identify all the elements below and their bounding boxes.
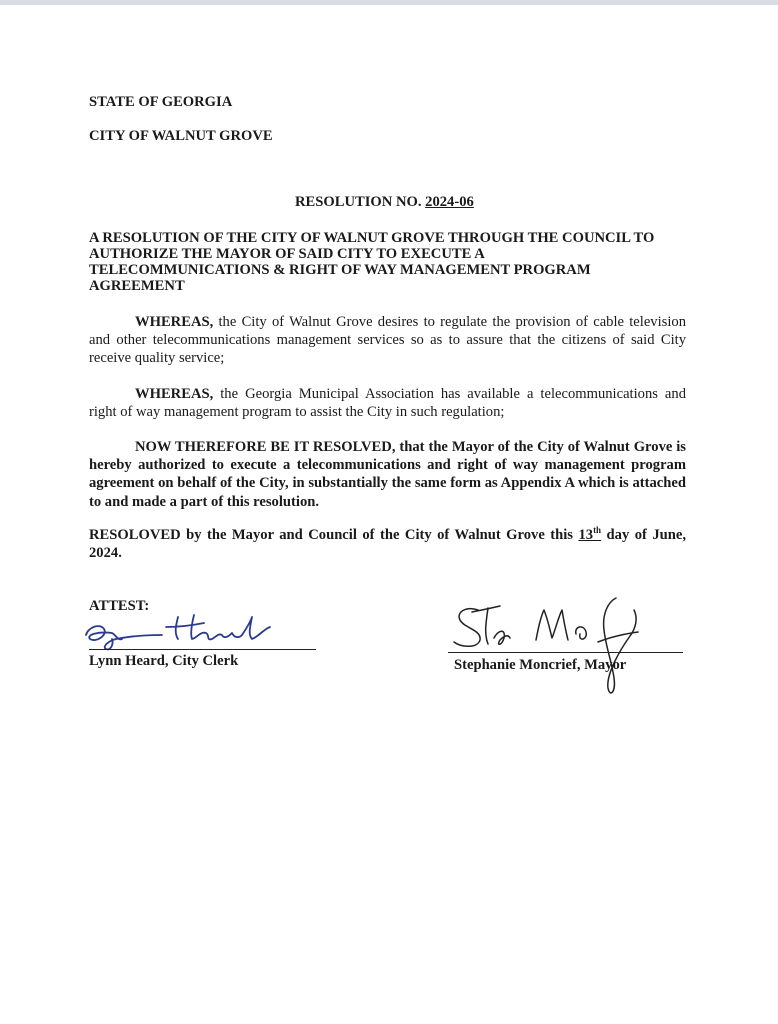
whereas-text-1: the City of Walnut Grove desires to regulate the provision of cable television and other telecommunications management services so as to assure that the citizens of said City receive quality service; (89, 314, 686, 367)
closing-before: RESOLOVED by the Mayor and Council of the City of Walnut Grove this (89, 527, 579, 543)
clerk-signature (82, 605, 282, 653)
whereas-lead-2: WHEREAS, (135, 386, 214, 402)
city-heading: CITY OF WALNUT GROVE (89, 128, 273, 144)
title-line-3: TELECOMMUNICATIONS & RIGHT OF WAY MANAGEMENT PROGRAM (89, 262, 591, 278)
whereas-paragraph-1 (89, 313, 686, 368)
title-line-2: AUTHORIZE THE MAYOR OF SAID CITY TO EXECUTE A (89, 246, 485, 262)
resolution-number-value: 2024-06 (425, 194, 474, 210)
clerk-name: Lynn Heard, City Clerk (89, 653, 239, 669)
whereas-text-2: the Georgia Municipal Association has available a telecommunications and right of way management program to assist the City in such regulation; (89, 386, 686, 421)
resolution-number (295, 193, 474, 211)
mayor-signature-line (448, 652, 683, 653)
mayor-name: Stephanie Moncrief, Mayor (454, 657, 627, 673)
state-heading: STATE OF GEORGIA (89, 94, 233, 110)
closing-day: 13th (578, 525, 602, 543)
whereas-lead-1: WHEREAS, (135, 314, 214, 330)
title-line-1: A RESOLUTION OF THE CITY OF WALNUT GROVE THROUGH THE COUNCIL TO (89, 230, 655, 246)
resolution-label: RESOLUTION NO. (295, 194, 426, 210)
mayor-signature (448, 590, 648, 700)
closing-after: day of June, 2024. (89, 527, 686, 562)
closing-paragraph (89, 526, 686, 562)
clerk-signature-line (89, 649, 316, 650)
whereas-paragraph-2 (89, 385, 686, 421)
title-line-4: AGREEMENT (89, 278, 185, 294)
resolved-lead: NOW THEREFORE BE IT RESOLVED, (135, 439, 396, 455)
attest-label: ATTEST: (89, 598, 150, 614)
resolved-text: that the Mayor of the City of Walnut Grove is hereby authorized to execute a telecommunications and right of way management program agreement on behalf of the City, in substantially the same form as Appendix A which is attached to and made a part of this resolution. (89, 439, 686, 510)
resolved-paragraph (89, 438, 686, 511)
